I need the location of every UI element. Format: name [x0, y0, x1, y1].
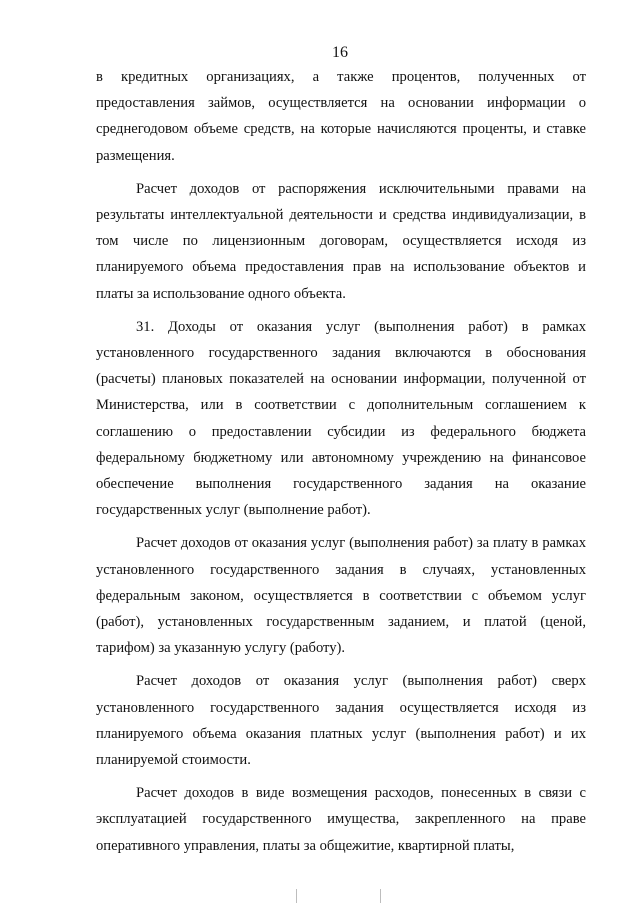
paragraph-reimbursement-income: Расчет доходов в виде возмещения расходов, понесенных в связи с эксплуатацией государственного имущества, закрепленного на праве оперативного управления, платы за общежитие, квартирной платы,	[96, 785, 586, 854]
paragraph-exclusive-rights-income: Расчет доходов от распоряжения исключительными правами на результаты интеллектуальной деятельности и средства индивидуализации, в том числе по лицензионным договорам, осуществляется исходя из планируемого объема предоставления прав на использование объектов и платы за использование одного объекта.	[96, 180, 586, 302]
page-number: 16	[332, 44, 348, 61]
paragraph-paid-services-income: Расчет доходов от оказания услуг (выполнения работ) за плату в рамках установленного государственного задания в случаях, установленных федеральным законом, осуществляется в соответствии с объемом услуг (работ), установленных государственным заданием, и платой (ценой, тарифом) за указанную услугу (работу).	[96, 535, 586, 657]
paragraph-over-assignment-income: Расчет доходов от оказания услуг (выполнения работ) сверх установленного государственного задания осуществляется исходя из планируемого объема оказания платных услуг (выполнения работ) и их планируемой стоимости.	[96, 673, 586, 769]
paragraph-item-31: 31. Доходы от оказания услуг (выполнения работ) в рамках установленного государственного задания включаются в обоснования (расчеты) плановых показателей на основании информации, полученной от Министерства, или в соответствии с дополнительным соглашением к соглашению о предоставлении субсидии из федерального бюджета федеральному бюджетному или автономному учреждению на финансовое обеспечение выполнения государственного задания на оказание государственных услуг (выполнение работ).	[96, 318, 586, 519]
scan-edge-mark	[296, 889, 297, 903]
scan-edge-mark	[380, 889, 381, 903]
document-body	[96, 64, 586, 859]
paragraph-interest-income: в кредитных организациях, а также процентов, полученных от предоставления займов, осуществляется на основании информации о среднегодовом объеме средств, на которые начисляются проценты, и ставке размещения.	[96, 69, 586, 164]
